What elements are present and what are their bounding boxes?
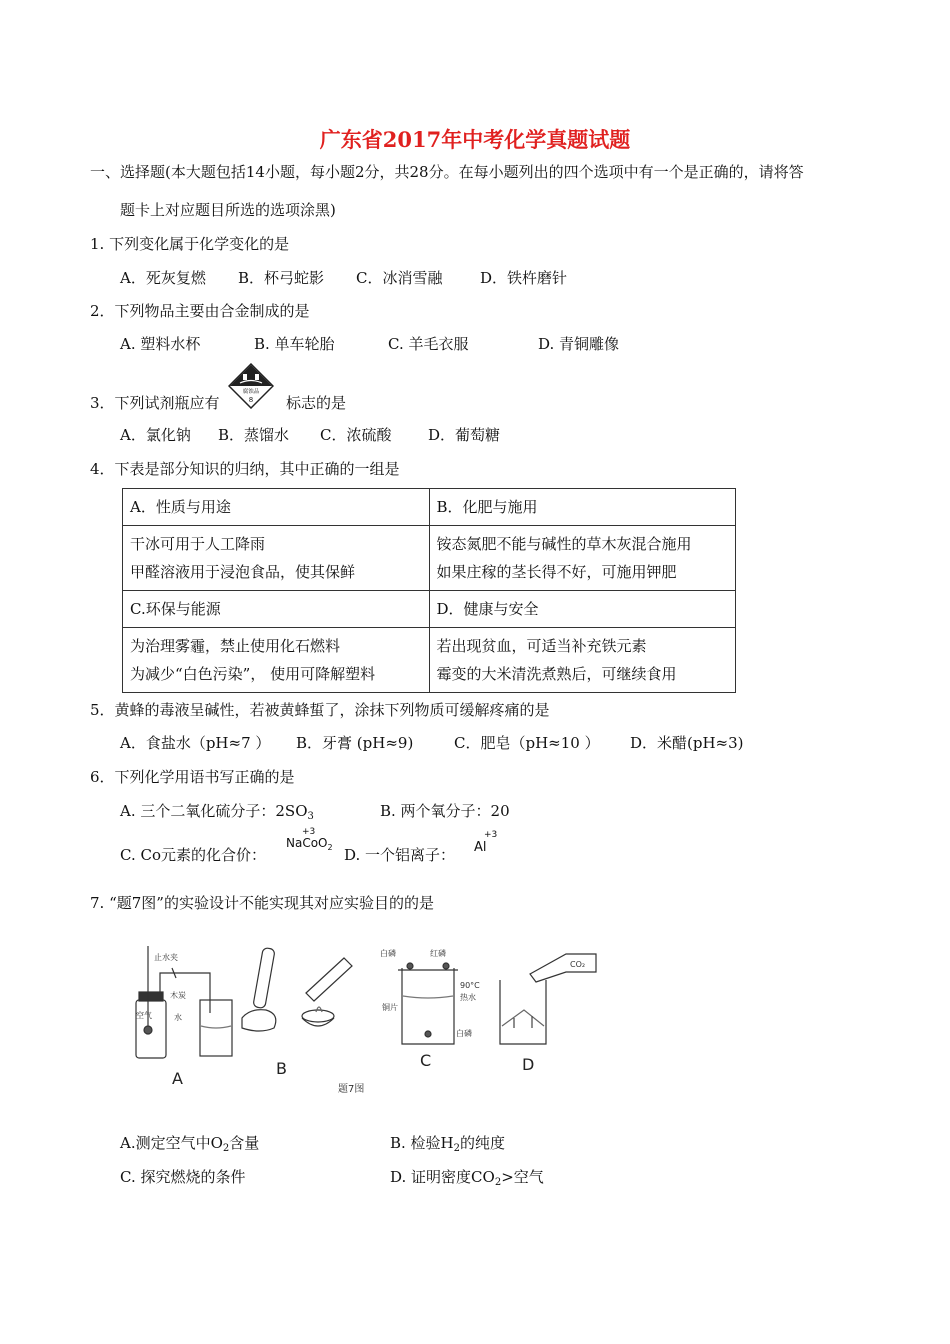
table-cell-a-line-1: 干冰可用于人工降雨 bbox=[130, 535, 266, 553]
q2-option-c: C. 羊毛衣服 bbox=[388, 335, 469, 353]
apparatus-a bbox=[136, 946, 232, 1058]
hazard-class: 8 bbox=[248, 396, 254, 404]
q6-option-c: C. Co元素的化合价： bbox=[120, 846, 266, 864]
q5-option-a: A．食盐水（pH≈7 ） bbox=[120, 734, 271, 752]
table-cell-b-line-2: 如果庄稼的茎长得不好，可施用钾肥 bbox=[436, 563, 677, 581]
page-title: 广东省2017年中考化学真题试题 bbox=[319, 127, 631, 152]
q6-ion-charge: +3 bbox=[484, 830, 498, 840]
figure-label-d: D bbox=[522, 1055, 535, 1074]
label-a-clamp: 止水夹 bbox=[154, 953, 178, 962]
q2-option-a: A. 塑料水杯 bbox=[120, 335, 201, 353]
section-intro-line-1: 一、选择题(本大题包括14小题，每小题2分，共28分。在每小题列出的四个选项中有一个是正确的，请将答 bbox=[90, 163, 804, 181]
hazard-label: 腐蚀品 bbox=[242, 389, 260, 395]
q6-option-a bbox=[120, 800, 314, 828]
label-c-copper: 铜片 bbox=[382, 1003, 398, 1012]
q7-stem: 7. “题7图”的实验设计不能实现其对应实验目的的是 bbox=[90, 894, 434, 912]
q6-option-b: B. 两个氧分子：20 bbox=[380, 802, 510, 820]
q3-options bbox=[120, 424, 500, 446]
q1-stem: 1. 下列变化属于化学变化的是 bbox=[90, 235, 290, 253]
corrosive-hazard-icon bbox=[228, 363, 274, 409]
figure-label-c: C bbox=[420, 1051, 432, 1070]
q3-option-a: A．氯化钠 bbox=[120, 426, 191, 444]
knowledge-table bbox=[122, 488, 736, 693]
q1-options bbox=[120, 267, 567, 289]
q3-option-c: C．浓硫酸 bbox=[320, 426, 392, 444]
q7-option-d-text: D. 证明密度CO bbox=[390, 1168, 495, 1186]
q3-option-d: D．葡萄糖 bbox=[428, 426, 501, 444]
q7-option-b-subscript: 2 bbox=[453, 1143, 461, 1154]
label-c-temp: 90°C bbox=[460, 981, 480, 990]
q7-option-c: C. 探究燃烧的条件 bbox=[120, 1168, 246, 1186]
q5-option-d: D．米醋(pH≈3) bbox=[630, 734, 744, 752]
q6-formula-subscript: 2 bbox=[327, 843, 333, 852]
q7-option-b bbox=[390, 1132, 505, 1160]
q6-option-a-text: A. 三个二氧化硫分子：2SO bbox=[120, 802, 308, 820]
table-cell-b-body bbox=[429, 526, 736, 591]
table-cell-c-line-2: 为减少“白色污染”， 使用可降解塑料 bbox=[130, 665, 376, 683]
table-cell-a-head: A．性质与用途 bbox=[123, 489, 430, 526]
table-cell-b-line-1: 铵态氮肥不能与碱性的草木灰混合施用 bbox=[436, 535, 692, 553]
q7-option-b-end: 的纯度 bbox=[460, 1134, 506, 1152]
q6-oxidation-state: +3 bbox=[302, 827, 316, 837]
q5-option-b: B．牙膏 (pH≈9) bbox=[296, 734, 414, 752]
q7-option-d-subscript: 2 bbox=[494, 1177, 502, 1188]
q5-option-c: C．肥皂（pH≈10 ） bbox=[454, 734, 600, 752]
figure-label-b: B bbox=[276, 1059, 287, 1078]
q5-options bbox=[120, 732, 744, 754]
q7-option-d bbox=[390, 1166, 544, 1194]
label-a-air: 空气 bbox=[136, 1011, 152, 1020]
table-cell-d-line-1: 若出现贫血，可适当补充铁元素 bbox=[436, 637, 647, 655]
q5-stem: 5．黄蜂的毒液呈碱性，若被黄蜂蜇了，涂抹下列物质可缓解疼痛的是 bbox=[90, 701, 550, 719]
q6-option-d: D. 一个铝离子： bbox=[344, 846, 456, 864]
q7-option-b-text: B. 检验H bbox=[390, 1134, 454, 1152]
label-a-water: 水 bbox=[174, 1013, 182, 1022]
label-c-hot-water: 热水 bbox=[460, 993, 476, 1002]
q2-options bbox=[120, 333, 619, 355]
label-c-white-p-2: 白磷 bbox=[456, 1029, 472, 1038]
q2-stem: 2．下列物品主要由合金制成的是 bbox=[90, 302, 310, 320]
table-cell-c-line-1: 为治理雾霾，禁止使用化石燃料 bbox=[130, 637, 341, 655]
q7-option-a-end: 含量 bbox=[229, 1134, 260, 1152]
apparatus-c bbox=[398, 963, 458, 1044]
figure-label-a: A bbox=[172, 1069, 183, 1088]
table-cell-a-line-2: 甲醛溶液用于浸泡食品，使其保鲜 bbox=[130, 563, 356, 581]
q6-formula-text: NaCoO bbox=[286, 836, 328, 850]
q7-option-a-text: A.测定空气中O bbox=[120, 1134, 223, 1152]
label-c-red-p: 红磷 bbox=[430, 949, 446, 958]
table-cell-d-head: D．健康与安全 bbox=[429, 591, 736, 628]
table-cell-d-body bbox=[429, 628, 736, 693]
apparatus-b bbox=[242, 947, 352, 1031]
q6-option-c-formula bbox=[286, 827, 333, 852]
label-d-co2: CO₂ bbox=[570, 960, 586, 969]
table-cell-b-head: B．化肥与施用 bbox=[429, 489, 736, 526]
q2-option-b: B. 单车轮胎 bbox=[254, 335, 335, 353]
q6-stem: 6．下列化学用语书写正确的是 bbox=[90, 768, 295, 786]
table-cell-c-head: C.环保与能源 bbox=[123, 591, 430, 628]
figure-caption: 题7图 bbox=[338, 1084, 365, 1095]
q7-option-a bbox=[120, 1132, 259, 1160]
q3-option-b: B．蒸馏水 bbox=[218, 426, 290, 444]
q6-ion-symbol: Al bbox=[474, 840, 487, 855]
q4-stem: 4．下表是部分知识的归纳，其中正确的一组是 bbox=[90, 460, 400, 478]
q7-option-a-subscript: 2 bbox=[222, 1143, 230, 1154]
q1-option-d: D．铁杵磨针 bbox=[480, 269, 568, 287]
q1-option-b: B．杯弓蛇影 bbox=[238, 269, 325, 287]
q1-option-c: C．冰消雪融 bbox=[356, 269, 443, 287]
label-a-charcoal: 木炭 bbox=[170, 991, 186, 1000]
q6-option-a-subscript: 3 bbox=[307, 811, 314, 822]
label-c-white-p-1: 白磷 bbox=[380, 949, 396, 958]
table-cell-a-body bbox=[123, 526, 430, 591]
q6-option-d-formula bbox=[474, 830, 498, 855]
q3-stem-before: 3．下列试剂瓶应有 bbox=[90, 394, 220, 412]
table-cell-c-body bbox=[123, 628, 430, 693]
experiment-figure bbox=[130, 938, 600, 1098]
q2-option-d: D. 青铜雕像 bbox=[538, 335, 620, 353]
q7-option-d-end: >空气 bbox=[501, 1168, 544, 1186]
q1-option-a: A．死灰复燃 bbox=[120, 269, 206, 287]
q3-stem-after: 标志的是 bbox=[286, 394, 347, 412]
section-intro-line-2: 题卡上对应题目所选的选项涂黑) bbox=[120, 201, 336, 219]
table-cell-d-line-2: 霉变的大米清洗煮熟后，可继续食用 bbox=[436, 665, 677, 683]
